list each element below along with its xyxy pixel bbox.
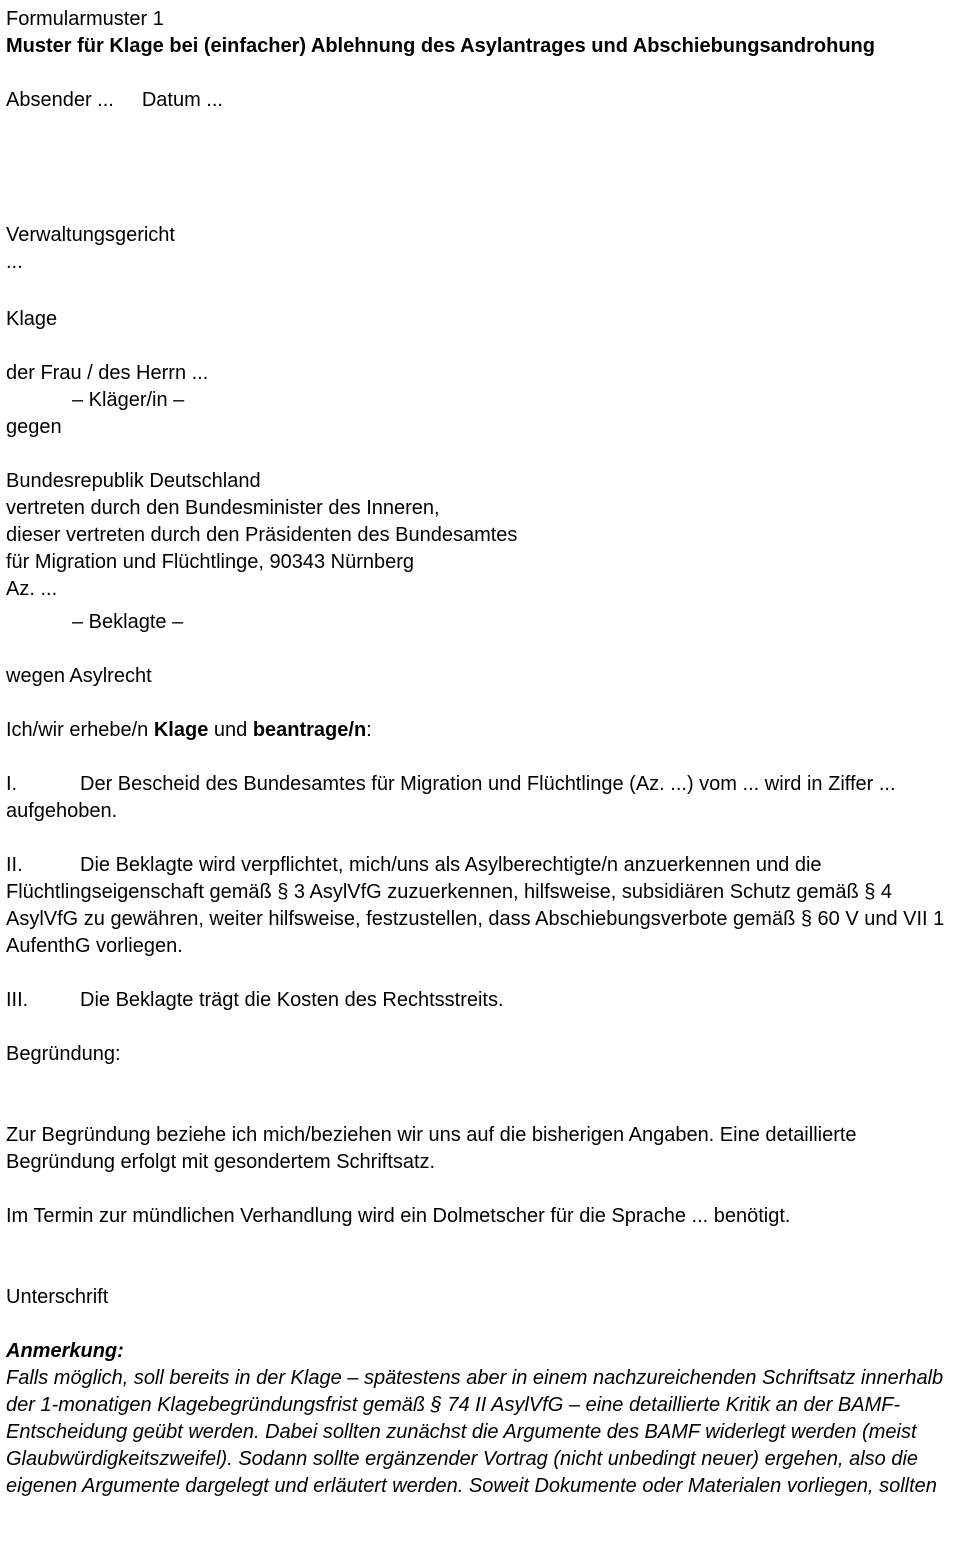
begruendung-paragraph: Zur Begründung beziehe ich mich/beziehen wir uns auf die bisherigen Angaben. Eine detaillierte Begründung erfolgt mit gesondertem Schriftsatz. bbox=[6, 1124, 857, 1173]
court-placeholder-dots: ... bbox=[6, 251, 23, 273]
petition-item-3-numeral: III. bbox=[6, 989, 29, 1011]
petition-item-3 bbox=[6, 987, 950, 1014]
petition-item-1-text: Der Bescheid des Bundesamtes für Migration und Flüchtlinge (Az. ...) vom ... wird in Ziffer ... aufgehoben. bbox=[6, 773, 896, 822]
anmerkung-block bbox=[6, 1338, 950, 1500]
petition-item-3-text: Die Beklagte trägt die Kosten des Rechtsstreits. bbox=[80, 989, 504, 1011]
date-field: Datum ... bbox=[141, 89, 223, 111]
petition-intro bbox=[6, 717, 950, 744]
petition-item-2-numeral: II. bbox=[6, 854, 23, 876]
plaintiff-line: der Frau / des Herrn ... bbox=[6, 362, 209, 384]
document-title: Muster für Klage bei (einfacher) Ablehnung des Asylantrages und Abschiebungsandrohung bbox=[6, 35, 875, 57]
form-label: Formularmuster 1 bbox=[6, 8, 164, 30]
defendant-az-line: Az. ... bbox=[6, 578, 58, 600]
defendant-line: für Migration und Flüchtlinge, 90343 Nürnberg bbox=[6, 551, 415, 573]
sender-field: Absender ... bbox=[6, 89, 114, 111]
dolmetscher-paragraph: Im Termin zur mündlichen Verhandlung wird ein Dolmetscher für die Sprache ... benötigt. bbox=[6, 1205, 791, 1227]
petition-intro-klage: Klage bbox=[153, 719, 209, 741]
petition-item-1-numeral: I. bbox=[6, 773, 18, 795]
petition-intro-part3: : bbox=[366, 719, 372, 741]
defendant-line: dieser vertreten durch den Präsidenten des Bundesamtes bbox=[6, 524, 518, 546]
court-block bbox=[6, 222, 950, 276]
plaintiff-block bbox=[6, 360, 950, 441]
defendant-role: – Beklagte – bbox=[72, 611, 184, 633]
plaintiff-role: – Kläger/in – bbox=[72, 389, 185, 411]
unterschrift-line: Unterschrift bbox=[6, 1286, 109, 1308]
petition-item-2 bbox=[6, 852, 950, 960]
petition-intro-part1: Ich/wir erhebe/n bbox=[6, 719, 154, 741]
anmerkung-heading: Anmerkung: bbox=[6, 1340, 124, 1362]
begruendung-heading: Begründung: bbox=[6, 1043, 121, 1065]
defendant-line: Bundesrepublik Deutschland bbox=[6, 470, 261, 492]
anmerkung-paragraph: Falls möglich, soll bereits in der Klage – spätestens aber in einem nachzureichenden Schriftsatz innerhalb der 1-monatigen Klagebegründungsfrist gemäß § 74 II AsylVfG – eine detaillierte Kritik an der BAMF-Entscheidung geübt werden. Dabei sollten zunächst die Argumente des BAMF widerlegt werden (meist Glaubwürdigkeitszweifel). Sodann sollte ergänzender Vortrag (nicht unbedingt neuer) ergehen, also die eigenen Argumente dargelegt und erläutert werden. Soweit Dokumente oder Materialen vorliegen, sollten bbox=[6, 1367, 944, 1497]
gegen-line: gegen bbox=[6, 416, 62, 438]
klage-heading: Klage bbox=[6, 308, 58, 330]
sender-date-line bbox=[6, 87, 950, 114]
court-name: Verwaltungsgericht bbox=[6, 224, 175, 246]
defendant-line: vertreten durch den Bundesminister des Inneren, bbox=[6, 497, 440, 519]
petition-item-1 bbox=[6, 771, 950, 825]
petition-item-2-text: Die Beklagte wird verpflichtet, mich/uns als Asylberechtigte/n anzuerkennen und die Flüchtlingseigenschaft gemäß § 3 AsylVfG zuzuerkennen, hilfsweise, subsidiären Schutz gemäß § 4 AsylVfG zu gewähren, weiter hilfsweise, festzustellen, dass Abschiebungsverbote gemäß § 60 V und VII 1 AufenthG vorliegen. bbox=[6, 854, 945, 957]
defendant-block bbox=[6, 468, 950, 636]
wegen-line: wegen Asylrecht bbox=[6, 665, 152, 687]
petition-intro-part2: und bbox=[208, 719, 253, 741]
petition-intro-beantrage: beantrage/n bbox=[252, 719, 367, 741]
